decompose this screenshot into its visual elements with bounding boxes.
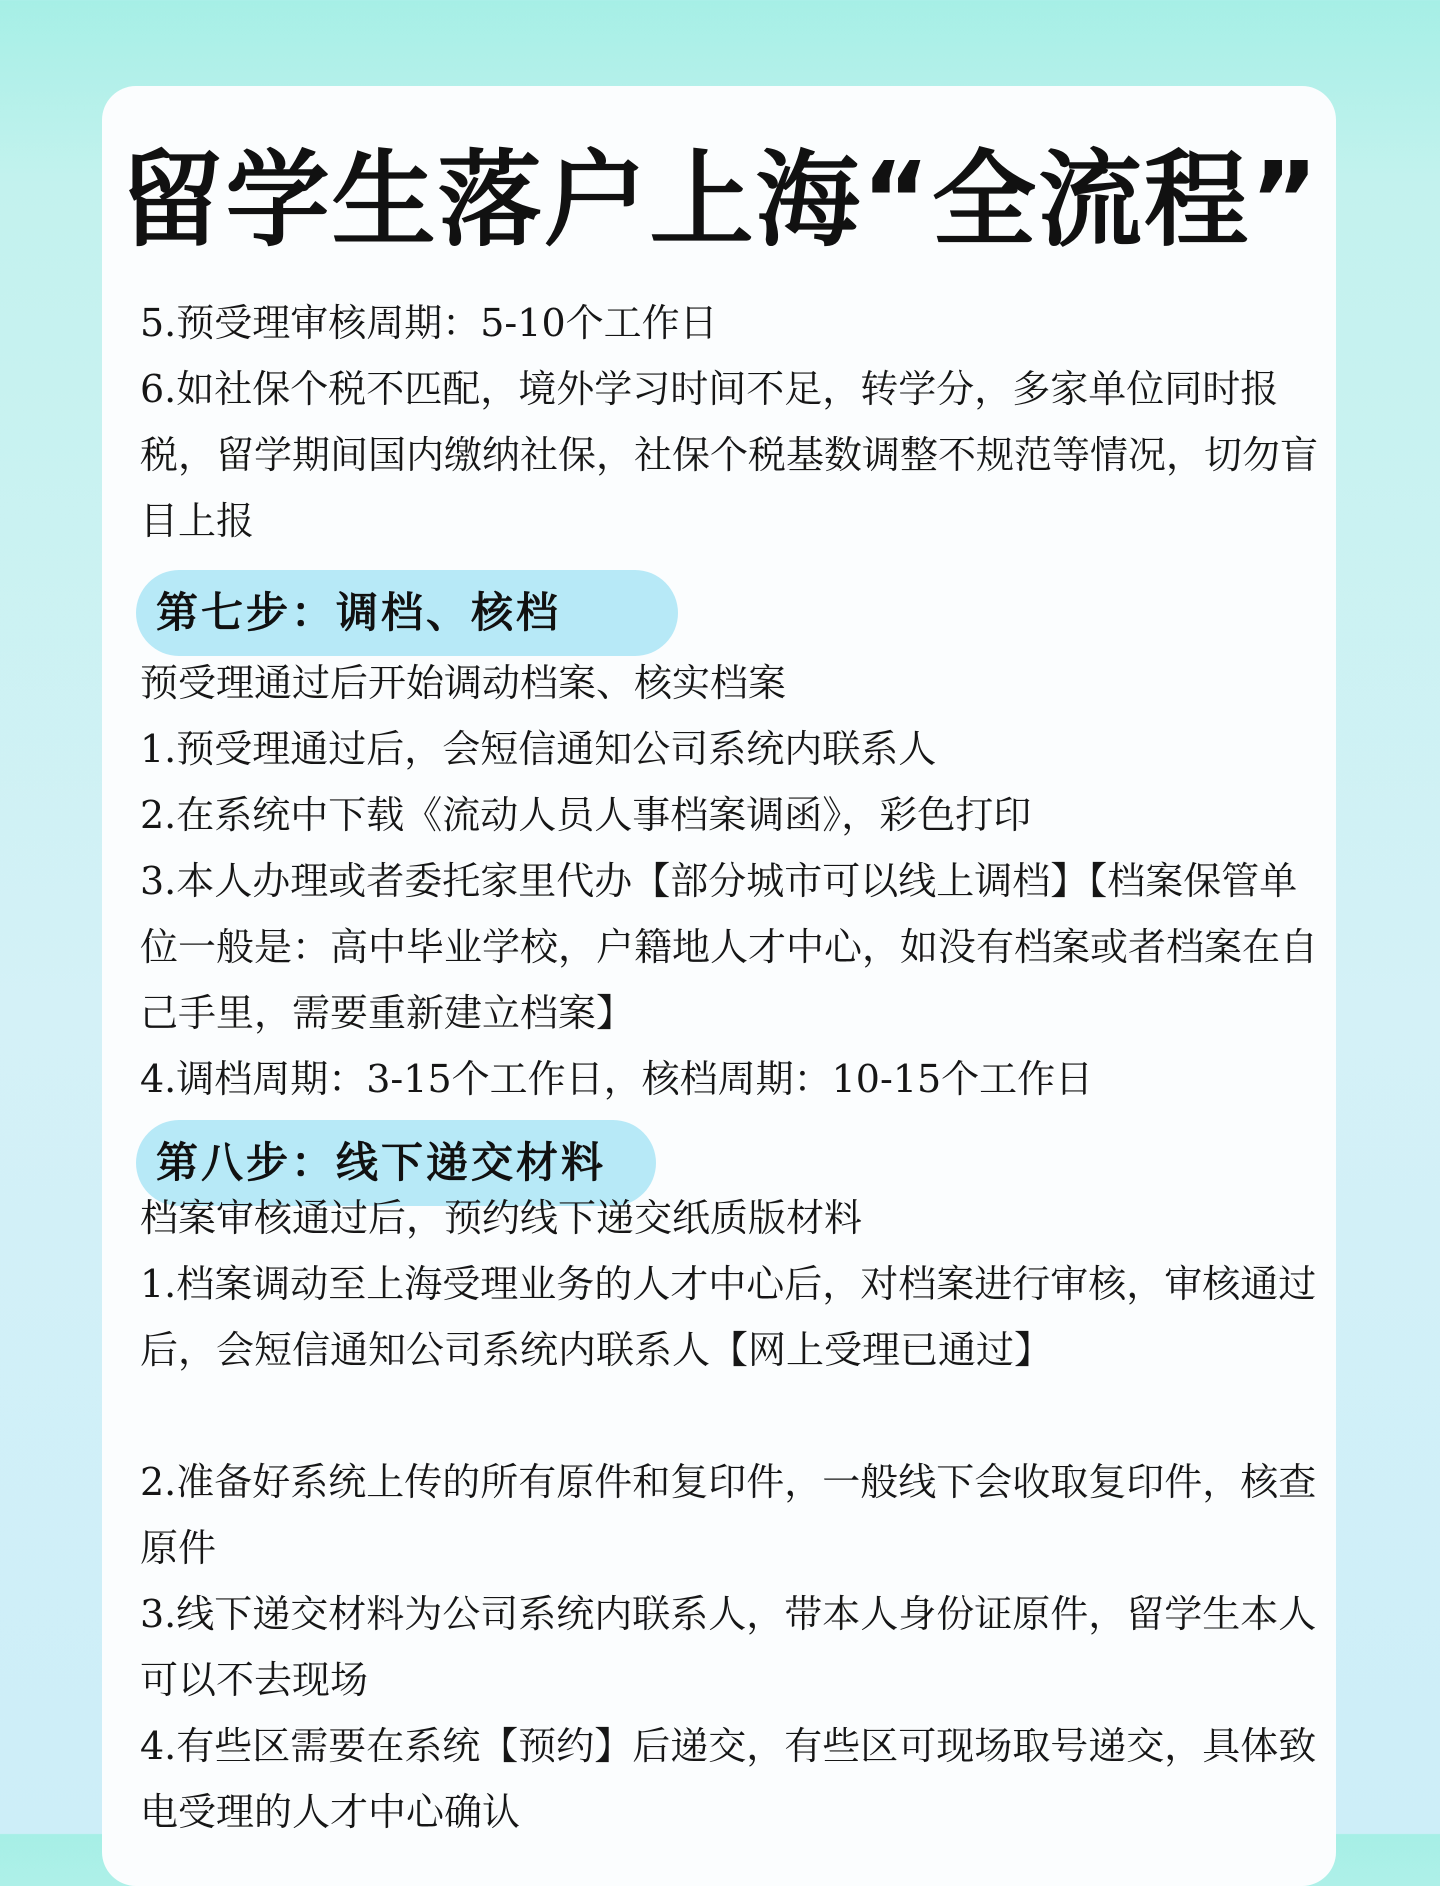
step8-item-2: 2.准备好系统上传的所有原件和复印件，一般线下会收取复印件，核查原件 — [140, 1460, 1317, 1570]
step7-item-3: 3.本人办理或者委托家里代办【部分城市可以线上调档】【档案保管单位一般是：高中毕业学校，户籍地人才中心，如没有档案或者档案在自己手里，需要重新建立档案】 — [140, 859, 1319, 1035]
page-title: 留学生落户上海“全流程” — [119, 139, 1321, 261]
item-6: 6.如社保个税不匹配，境外学习时间不足，转学分，多家单位同时报税，留学期间国内缴纳社保，社保个税基数调整不规范等情况，切勿盲目上报 — [140, 367, 1319, 543]
step7-intro: 预受理通过后开始调动档案、核实档案 — [140, 661, 787, 705]
item-5: 5.预受理审核周期：5-10个工作日 — [140, 301, 718, 345]
step8-heading: 第八步：线下递交材料 — [136, 1120, 656, 1206]
step8-item-3: 3.线下递交材料为公司系统内联系人，带本人身份证原件，留学生本人可以不去现场 — [140, 1592, 1317, 1702]
step7-item-2: 2.在系统中下载《流动人员人事档案调函》，彩色打印 — [140, 793, 1032, 837]
step7-item-1: 1.预受理通过后，会短信通知公司系统内联系人 — [140, 727, 937, 771]
step7-heading: 第七步：调档、核档 — [136, 570, 678, 656]
step8-item-1: 1.档案调动至上海受理业务的人才中心后，对档案进行审核，审核通过后，会短信通知公司系统内联系人【网上受理已通过】 — [140, 1262, 1317, 1372]
step8-item-4: 4.有些区需要在系统【预约】后递交，有些区可现场取号递交，具体致电受理的人才中心确认 — [140, 1724, 1317, 1834]
step8-intro: 档案审核通过后，预约线下递交纸质版材料 — [140, 1196, 863, 1240]
step7-item-4: 4.调档周期：3-15个工作日，核档周期：10-15个工作日 — [140, 1057, 1094, 1101]
